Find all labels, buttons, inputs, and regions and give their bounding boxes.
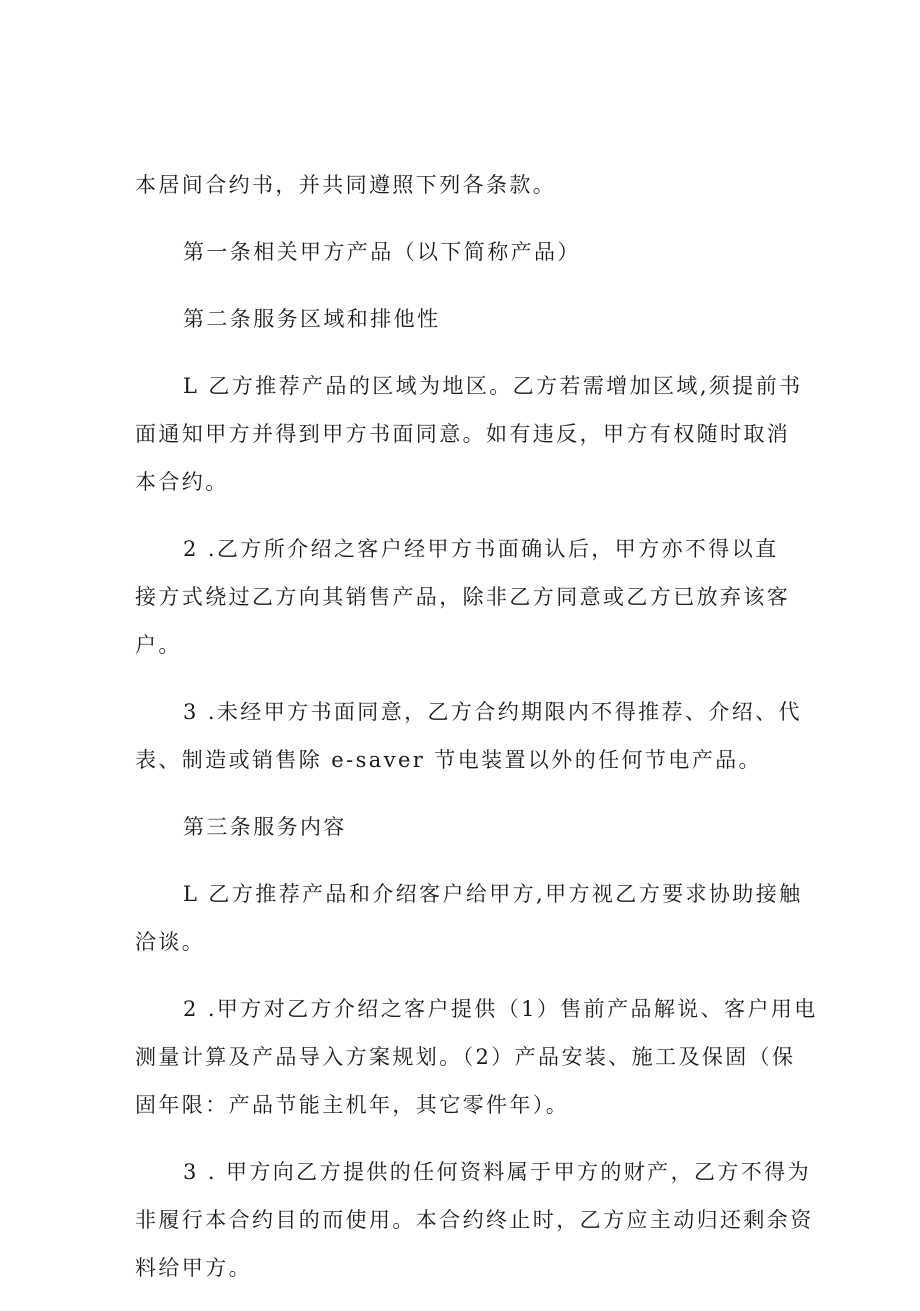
text-line: L 乙方推荐产品和介绍客户给甲方,甲方视乙方要求协助接触: [183, 882, 803, 906]
text-line: 接方式绕过乙方向其销售产品，除非乙方同意或乙方已放弃该客: [135, 585, 791, 609]
article-3-clause-2: [135, 985, 818, 1129]
text-line: 测量计算及产品导入方案规划。（2）产品安装、施工及保固（保: [135, 1045, 796, 1069]
text-line: 2 .甲方对乙方介绍之客户提供（1）售前产品解说、客户用电: [183, 997, 818, 1021]
article-1-heading: [135, 228, 800, 276]
text-line: 2 .乙方所介绍之客户经甲方书面确认后，甲方亦不得以直: [183, 537, 779, 561]
article-2-clause-3: [135, 688, 800, 784]
text-line: 非履行本合约目的而使用。本合约终止时，乙方应主动归还剩余资: [135, 1208, 814, 1232]
text-line: L 乙方推荐产品的区域为地区。乙方若需增加区域,须提前书: [183, 374, 803, 398]
text-line: 面通知甲方并得到甲方书面同意。如有违反，甲方有权随时取消: [135, 422, 791, 446]
article-3-clause-3: [135, 1148, 814, 1292]
text-line: 3 .未经甲方书面同意，乙方合约期限内不得推荐、介绍、代: [183, 700, 802, 724]
article-2-clause-2: [135, 525, 800, 669]
article-3-heading: [135, 803, 800, 851]
contract-text: [135, 161, 818, 1311]
text-line: 表、制造或销售除 e-saver 节电装置以外的任何节电产品。: [135, 748, 762, 772]
text-line: 洽谈。: [135, 930, 206, 954]
article-2-heading: [135, 295, 800, 343]
article-3-clause-1: [135, 870, 803, 966]
text-line: 户。: [135, 633, 182, 657]
paragraph-intro: [135, 161, 800, 209]
text-line: 固年限：产品节能主机年，其它零件年）。: [135, 1093, 570, 1117]
text-line: 第三条服务内容: [183, 815, 347, 839]
article-2-clause-1: [135, 362, 803, 506]
text-line: 第二条服务区域和排他性: [183, 307, 441, 331]
text-line: 第一条相关甲方产品（以下简称产品）: [183, 240, 581, 264]
text-line: 本合约。: [135, 470, 229, 494]
text-line: 本居间合约书，并共同遵照下列各条款。: [135, 173, 557, 197]
text-line: 料给甲方。: [135, 1256, 252, 1280]
text-line: 3 . 甲方向乙方提供的任何资料属于甲方的财产，乙方不得为: [183, 1160, 811, 1184]
